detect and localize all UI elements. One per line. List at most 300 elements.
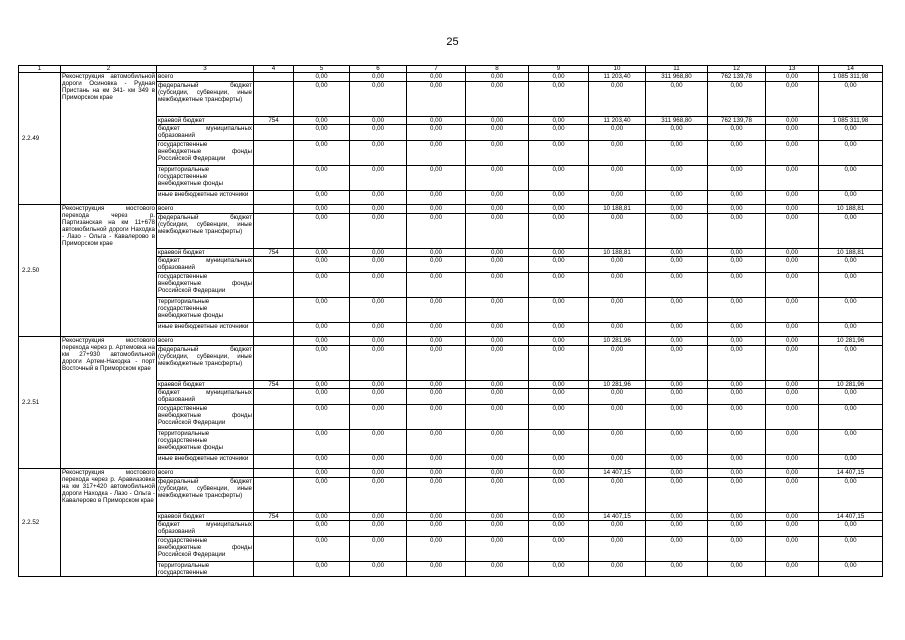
grbs-code bbox=[254, 73, 294, 82]
amount-cell: 0,00 bbox=[466, 478, 529, 513]
amount-cell: 0,00 bbox=[350, 405, 407, 430]
amount-cell: 0,00 bbox=[766, 562, 819, 577]
amount-cell: 0,00 bbox=[466, 469, 529, 478]
amount-cell: 0,00 bbox=[407, 191, 466, 205]
amount-cell: 0,00 bbox=[407, 205, 466, 214]
amount-cell: 0,00 bbox=[708, 205, 766, 214]
amount-cell: 0,00 bbox=[529, 117, 589, 125]
amount-cell: 0,00 bbox=[766, 166, 819, 191]
amount-cell: 0,00 bbox=[350, 521, 407, 537]
amount-cell: 0,00 bbox=[708, 478, 766, 513]
amount-cell: 0,00 bbox=[819, 537, 883, 562]
amount-cell: 0,00 bbox=[646, 513, 708, 521]
amount-cell: 0,00 bbox=[466, 214, 529, 249]
funding-source: бюджет муниципальных образований bbox=[158, 521, 252, 535]
column-header: 9 bbox=[529, 66, 589, 73]
amount-cell: 0,00 bbox=[708, 82, 766, 117]
amount-cell: 0,00 bbox=[646, 455, 708, 469]
funding-source: бюджет муниципальных образований bbox=[158, 389, 252, 403]
amount-cell: 0,00 bbox=[350, 455, 407, 469]
amount-cell: 0,00 bbox=[708, 273, 766, 298]
grbs-code bbox=[254, 469, 294, 478]
amount-cell: 0,00 bbox=[589, 273, 646, 298]
amount-cell: 0,00 bbox=[529, 82, 589, 117]
amount-cell: 762 139,78 bbox=[708, 73, 766, 82]
amount-cell: 0,00 bbox=[466, 257, 529, 273]
amount-cell: 0,00 bbox=[766, 469, 819, 478]
amount-cell: 0,00 bbox=[589, 455, 646, 469]
amount-cell: 0,00 bbox=[708, 430, 766, 455]
funding-source: государственные внебюджетные фонды Российской Федерации bbox=[157, 141, 254, 166]
amount-cell: 0,00 bbox=[708, 214, 766, 249]
funding-source: территориальные государственные внебюджетные фонды bbox=[157, 430, 254, 455]
amount-cell: 0,00 bbox=[589, 257, 646, 273]
amount-cell: 0,00 bbox=[466, 521, 529, 537]
table-body bbox=[19, 73, 883, 577]
amount-cell: 0,00 bbox=[407, 537, 466, 562]
grbs-code bbox=[254, 405, 294, 430]
amount-cell: 0,00 bbox=[766, 430, 819, 455]
amount-cell: 0,00 bbox=[708, 191, 766, 205]
grbs-code: 754 bbox=[254, 249, 294, 257]
amount-cell: 0,00 bbox=[407, 141, 466, 166]
column-header: 3 bbox=[157, 66, 254, 73]
amount-cell: 0,00 bbox=[589, 478, 646, 513]
amount-cell: 0,00 bbox=[766, 273, 819, 298]
amount-cell: 0,00 bbox=[646, 166, 708, 191]
amount-cell: 0,00 bbox=[529, 141, 589, 166]
amount-cell: 0,00 bbox=[407, 166, 466, 191]
amount-cell: 0,00 bbox=[294, 117, 350, 125]
amount-cell: 0,00 bbox=[589, 430, 646, 455]
amount-cell: 0,00 bbox=[819, 214, 883, 249]
amount-cell: 0,00 bbox=[466, 455, 529, 469]
amount-cell: 0,00 bbox=[350, 191, 407, 205]
amount-cell: 0,00 bbox=[766, 521, 819, 537]
column-header: 5 bbox=[294, 66, 350, 73]
amount-cell: 11 203,40 bbox=[589, 73, 646, 82]
project-name: Реконструкция мостового перехода через р. Аравиазовка на км 317+420 автомобильной дороги Находка - Лазо - Ольга - Кавалерово в Приморском крае bbox=[61, 469, 157, 577]
amount-cell: 0,00 bbox=[407, 82, 466, 117]
funding-source: краевой бюджет bbox=[157, 513, 254, 521]
amount-cell: 0,00 bbox=[529, 73, 589, 82]
amount-cell: 0,00 bbox=[466, 141, 529, 166]
amount-cell: 0,00 bbox=[819, 455, 883, 469]
amount-cell: 0,00 bbox=[819, 166, 883, 191]
amount-cell: 0,00 bbox=[350, 478, 407, 513]
amount-cell: 0,00 bbox=[350, 125, 407, 141]
row-code: 2.2.52 bbox=[19, 469, 61, 577]
column-header: 14 bbox=[819, 66, 883, 73]
amount-cell: 0,00 bbox=[294, 521, 350, 537]
amount-cell: 0,00 bbox=[350, 273, 407, 298]
amount-cell: 0,00 bbox=[766, 191, 819, 205]
amount-cell: 0,00 bbox=[466, 337, 529, 346]
amount-cell: 0,00 bbox=[466, 323, 529, 337]
amount-cell: 0,00 bbox=[766, 214, 819, 249]
amount-cell: 0,00 bbox=[350, 537, 407, 562]
amount-cell: 0,00 bbox=[350, 82, 407, 117]
amount-cell: 0,00 bbox=[766, 141, 819, 166]
amount-cell: 0,00 bbox=[589, 141, 646, 166]
amount-cell: 0,00 bbox=[529, 273, 589, 298]
amount-cell: 0,00 bbox=[529, 191, 589, 205]
amount-cell: 0,00 bbox=[708, 455, 766, 469]
amount-cell: 0,00 bbox=[407, 521, 466, 537]
amount-cell: 0,00 bbox=[646, 469, 708, 478]
amount-cell: 14 407,15 bbox=[819, 513, 883, 521]
amount-cell: 0,00 bbox=[466, 381, 529, 389]
amount-cell: 0,00 bbox=[466, 82, 529, 117]
amount-cell: 0,00 bbox=[407, 381, 466, 389]
grbs-code bbox=[254, 205, 294, 214]
amount-cell: 0,00 bbox=[350, 249, 407, 257]
amount-cell: 0,00 bbox=[589, 389, 646, 405]
amount-cell: 0,00 bbox=[294, 381, 350, 389]
row-code: 2.2.50 bbox=[19, 205, 61, 337]
grbs-code bbox=[254, 82, 294, 117]
funding-source: территориальные государственные внебюджетные фонды bbox=[157, 166, 254, 191]
amount-cell: 0,00 bbox=[589, 125, 646, 141]
amount-cell: 0,00 bbox=[646, 381, 708, 389]
amount-cell: 311 968,80 bbox=[646, 73, 708, 82]
column-header: 8 bbox=[466, 66, 529, 73]
grbs-code: 754 bbox=[254, 117, 294, 125]
page-number: 25 bbox=[446, 36, 459, 48]
funding-source: краевой бюджет bbox=[157, 381, 254, 389]
amount-cell: 0,00 bbox=[407, 346, 466, 381]
amount-cell: 0,00 bbox=[466, 513, 529, 521]
amount-cell: 0,00 bbox=[529, 214, 589, 249]
amount-cell: 0,00 bbox=[708, 323, 766, 337]
funding-source: федеральный бюджет (субсидии, субвенции, иные межбюджетные трансферты) bbox=[157, 82, 254, 117]
amount-cell: 0,00 bbox=[350, 166, 407, 191]
amount-cell: 0,00 bbox=[589, 323, 646, 337]
amount-cell: 0,00 bbox=[466, 205, 529, 214]
amount-cell: 0,00 bbox=[708, 249, 766, 257]
amount-cell: 10 281,96 bbox=[589, 337, 646, 346]
amount-cell: 0,00 bbox=[819, 191, 883, 205]
amount-cell: 0,00 bbox=[819, 82, 883, 117]
amount-cell: 0,00 bbox=[466, 166, 529, 191]
amount-cell: 0,00 bbox=[350, 117, 407, 125]
amount-cell: 0,00 bbox=[350, 513, 407, 521]
amount-cell: 0,00 bbox=[708, 513, 766, 521]
amount-cell: 0,00 bbox=[294, 298, 350, 323]
amount-cell: 10 188,81 bbox=[819, 249, 883, 257]
amount-cell: 0,00 bbox=[529, 346, 589, 381]
amount-cell: 0,00 bbox=[646, 405, 708, 430]
amount-cell: 0,00 bbox=[819, 430, 883, 455]
amount-cell: 0,00 bbox=[350, 298, 407, 323]
amount-cell: 0,00 bbox=[646, 478, 708, 513]
amount-cell: 0,00 bbox=[646, 298, 708, 323]
funding-source: территориальные государственные внебюджетные фонды bbox=[157, 298, 254, 323]
amount-cell: 0,00 bbox=[294, 455, 350, 469]
amount-cell: 0,00 bbox=[350, 141, 407, 166]
amount-cell: 0,00 bbox=[407, 273, 466, 298]
amount-cell: 0,00 bbox=[350, 323, 407, 337]
amount-cell: 0,00 bbox=[407, 430, 466, 455]
amount-cell: 0,00 bbox=[466, 430, 529, 455]
grbs-code bbox=[254, 191, 294, 205]
amount-cell: 0,00 bbox=[708, 337, 766, 346]
project-name: Реконструкция автомобильной дороги Осиновка - Рудная Пристань на км 341- км 349 в Приморском крае bbox=[61, 73, 157, 205]
funding-source: территориальные государственные bbox=[157, 562, 254, 577]
amount-cell: 0,00 bbox=[766, 257, 819, 273]
funding-source: государственные внебюджетные фонды Российской Федерации bbox=[157, 537, 254, 562]
funding-source: иные внебюджетные источники bbox=[157, 455, 254, 469]
column-header: 6 bbox=[350, 66, 407, 73]
amount-cell: 0,00 bbox=[294, 513, 350, 521]
table-row bbox=[19, 205, 883, 214]
grbs-code bbox=[254, 273, 294, 298]
amount-cell: 1 085 311,98 bbox=[819, 117, 883, 125]
grbs-code bbox=[254, 430, 294, 455]
amount-cell: 311 968,80 bbox=[646, 117, 708, 125]
amount-cell: 0,00 bbox=[529, 298, 589, 323]
amount-cell: 10 281,96 bbox=[819, 381, 883, 389]
amount-cell: 0,00 bbox=[529, 521, 589, 537]
amount-cell: 0,00 bbox=[766, 249, 819, 257]
grbs-code bbox=[254, 537, 294, 562]
amount-cell: 0,00 bbox=[466, 73, 529, 82]
funding-source: всего bbox=[157, 73, 254, 82]
amount-cell: 0,00 bbox=[766, 125, 819, 141]
grbs-code bbox=[254, 562, 294, 577]
amount-cell: 0,00 bbox=[646, 346, 708, 381]
amount-cell: 0,00 bbox=[529, 469, 589, 478]
amount-cell: 0,00 bbox=[350, 469, 407, 478]
grbs-code bbox=[254, 389, 294, 405]
amount-cell: 0,00 bbox=[708, 389, 766, 405]
grbs-code bbox=[254, 166, 294, 191]
amount-cell: 0,00 bbox=[466, 249, 529, 257]
amount-cell: 0,00 bbox=[708, 298, 766, 323]
amount-cell: 0,00 bbox=[529, 166, 589, 191]
amount-cell: 0,00 bbox=[350, 346, 407, 381]
amount-cell: 0,00 bbox=[589, 521, 646, 537]
amount-cell: 0,00 bbox=[466, 117, 529, 125]
amount-cell: 0,00 bbox=[294, 323, 350, 337]
amount-cell: 0,00 bbox=[294, 273, 350, 298]
amount-cell: 0,00 bbox=[529, 249, 589, 257]
table-row bbox=[19, 73, 883, 82]
amount-cell: 0,00 bbox=[294, 430, 350, 455]
amount-cell: 0,00 bbox=[407, 405, 466, 430]
amount-cell: 10 188,81 bbox=[589, 249, 646, 257]
amount-cell: 0,00 bbox=[589, 214, 646, 249]
amount-cell: 0,00 bbox=[819, 478, 883, 513]
amount-cell: 0,00 bbox=[466, 537, 529, 562]
table-row bbox=[19, 469, 883, 478]
amount-cell: 0,00 bbox=[766, 381, 819, 389]
amount-cell: 0,00 bbox=[466, 562, 529, 577]
funding-source: государственные внебюджетные фонды Российской Федерации bbox=[157, 405, 254, 430]
amount-cell: 0,00 bbox=[646, 205, 708, 214]
amount-cell: 0,00 bbox=[350, 205, 407, 214]
amount-cell: 0,00 bbox=[646, 537, 708, 562]
amount-cell: 0,00 bbox=[294, 166, 350, 191]
amount-cell: 0,00 bbox=[407, 455, 466, 469]
amount-cell: 0,00 bbox=[294, 73, 350, 82]
column-header: 12 bbox=[708, 66, 766, 73]
amount-cell: 0,00 bbox=[294, 257, 350, 273]
amount-cell: 0,00 bbox=[646, 249, 708, 257]
grbs-code bbox=[254, 346, 294, 381]
amount-cell: 10 188,81 bbox=[589, 205, 646, 214]
amount-cell: 0,00 bbox=[766, 337, 819, 346]
grbs-code bbox=[254, 323, 294, 337]
amount-cell: 11 203,40 bbox=[589, 117, 646, 125]
amount-cell: 0,00 bbox=[407, 478, 466, 513]
funding-source: всего bbox=[157, 469, 254, 478]
amount-cell: 0,00 bbox=[766, 323, 819, 337]
amount-cell: 0,00 bbox=[294, 214, 350, 249]
column-header: 2 bbox=[61, 66, 157, 73]
amount-cell: 0,00 bbox=[646, 430, 708, 455]
amount-cell: 0,00 bbox=[646, 562, 708, 577]
amount-cell: 1 085 311,98 bbox=[819, 73, 883, 82]
grbs-code bbox=[254, 257, 294, 273]
amount-cell: 0,00 bbox=[407, 298, 466, 323]
amount-cell: 0,00 bbox=[708, 405, 766, 430]
amount-cell: 10 281,96 bbox=[819, 337, 883, 346]
column-header: 13 bbox=[766, 66, 819, 73]
amount-cell: 0,00 bbox=[294, 537, 350, 562]
amount-cell: 0,00 bbox=[407, 73, 466, 82]
amount-cell: 0,00 bbox=[407, 214, 466, 249]
amount-cell: 0,00 bbox=[529, 513, 589, 521]
amount-cell: 0,00 bbox=[407, 513, 466, 521]
amount-cell: 0,00 bbox=[529, 257, 589, 273]
amount-cell: 0,00 bbox=[708, 141, 766, 166]
column-header: 11 bbox=[646, 66, 708, 73]
amount-cell: 0,00 bbox=[466, 191, 529, 205]
amount-cell: 0,00 bbox=[819, 125, 883, 141]
amount-cell: 0,00 bbox=[407, 257, 466, 273]
amount-cell: 0,00 bbox=[529, 205, 589, 214]
amount-cell: 0,00 bbox=[589, 346, 646, 381]
amount-cell: 0,00 bbox=[529, 455, 589, 469]
amount-cell: 0,00 bbox=[350, 389, 407, 405]
funding-source: федеральный бюджет (субсидии, субвенции, иные межбюджетные трансферты) bbox=[157, 346, 254, 381]
amount-cell: 0,00 bbox=[589, 166, 646, 191]
project-name: Реконструкция мостового перехода через р. Партизанская на км 11+678 автомобильной дороги Находка - Лазо - Ольга - Кавалерово в Приморском крае bbox=[61, 205, 157, 337]
amount-cell: 0,00 bbox=[819, 405, 883, 430]
amount-cell: 0,00 bbox=[766, 117, 819, 125]
amount-cell: 0,00 bbox=[646, 125, 708, 141]
amount-cell: 0,00 bbox=[646, 214, 708, 249]
column-header: 10 bbox=[589, 66, 646, 73]
amount-cell: 0,00 bbox=[294, 249, 350, 257]
amount-cell: 0,00 bbox=[819, 298, 883, 323]
amount-cell: 0,00 bbox=[766, 478, 819, 513]
amount-cell: 0,00 bbox=[350, 430, 407, 455]
amount-cell: 0,00 bbox=[350, 214, 407, 249]
amount-cell: 0,00 bbox=[766, 82, 819, 117]
amount-cell: 0,00 bbox=[766, 405, 819, 430]
amount-cell: 0,00 bbox=[708, 521, 766, 537]
amount-cell: 0,00 bbox=[350, 257, 407, 273]
grbs-code bbox=[254, 125, 294, 141]
budget-table bbox=[18, 65, 883, 577]
amount-cell: 0,00 bbox=[766, 389, 819, 405]
amount-cell: 0,00 bbox=[819, 346, 883, 381]
amount-cell: 10 188,81 bbox=[819, 205, 883, 214]
amount-cell: 10 281,96 bbox=[589, 381, 646, 389]
row-code: 2.2.51 bbox=[19, 337, 61, 469]
amount-cell: 0,00 bbox=[766, 537, 819, 562]
amount-cell: 0,00 bbox=[294, 205, 350, 214]
funding-source: бюджет муниципальных образований bbox=[158, 257, 252, 271]
funding-source: краевой бюджет bbox=[157, 117, 254, 125]
amount-cell: 0,00 bbox=[350, 562, 407, 577]
funding-source: бюджет муниципальных образований bbox=[158, 125, 252, 139]
amount-cell: 0,00 bbox=[708, 469, 766, 478]
amount-cell: 0,00 bbox=[466, 389, 529, 405]
amount-cell: 0,00 bbox=[708, 125, 766, 141]
column-header: 1 bbox=[19, 66, 61, 73]
table-row bbox=[19, 337, 883, 346]
amount-cell: 0,00 bbox=[708, 381, 766, 389]
funding-source: федеральный бюджет (субсидии, субвенции, иные межбюджетные трансферты) bbox=[157, 214, 254, 249]
amount-cell: 0,00 bbox=[529, 381, 589, 389]
amount-cell: 0,00 bbox=[294, 141, 350, 166]
amount-cell: 0,00 bbox=[766, 205, 819, 214]
amount-cell: 0,00 bbox=[529, 337, 589, 346]
amount-cell: 762 139,78 bbox=[708, 117, 766, 125]
amount-cell: 0,00 bbox=[819, 323, 883, 337]
funding-source: иные внебюджетные источники bbox=[157, 191, 254, 205]
amount-cell: 0,00 bbox=[589, 191, 646, 205]
amount-cell: 0,00 bbox=[589, 298, 646, 323]
grbs-code bbox=[254, 298, 294, 323]
amount-cell: 0,00 bbox=[646, 141, 708, 166]
grbs-code: 754 bbox=[254, 381, 294, 389]
amount-cell: 0,00 bbox=[766, 513, 819, 521]
grbs-code bbox=[254, 455, 294, 469]
amount-cell: 0,00 bbox=[529, 430, 589, 455]
grbs-code bbox=[254, 521, 294, 537]
funding-source: иные внебюджетные источники bbox=[157, 323, 254, 337]
amount-cell: 0,00 bbox=[708, 346, 766, 381]
amount-cell: 0,00 bbox=[466, 273, 529, 298]
amount-cell: 0,00 bbox=[350, 73, 407, 82]
row-code: 2.2.49 bbox=[19, 73, 61, 205]
amount-cell: 0,00 bbox=[407, 469, 466, 478]
amount-cell: 0,00 bbox=[407, 117, 466, 125]
header-row bbox=[19, 66, 883, 73]
amount-cell: 0,00 bbox=[407, 562, 466, 577]
amount-cell: 0,00 bbox=[766, 346, 819, 381]
funding-source: государственные внебюджетные фонды Российской Федерации bbox=[157, 273, 254, 298]
amount-cell: 0,00 bbox=[407, 249, 466, 257]
amount-cell: 0,00 bbox=[466, 346, 529, 381]
funding-source: всего bbox=[157, 205, 254, 214]
amount-cell: 0,00 bbox=[819, 389, 883, 405]
amount-cell: 0,00 bbox=[589, 405, 646, 430]
amount-cell: 0,00 bbox=[646, 273, 708, 298]
amount-cell: 0,00 bbox=[294, 82, 350, 117]
grbs-code bbox=[254, 141, 294, 166]
amount-cell: 0,00 bbox=[294, 191, 350, 205]
amount-cell: 0,00 bbox=[646, 389, 708, 405]
funding-source: федеральный бюджет (субсидии, субвенции, иные межбюджетные трансферты) bbox=[157, 478, 254, 513]
amount-cell: 0,00 bbox=[766, 73, 819, 82]
amount-cell: 0,00 bbox=[407, 323, 466, 337]
funding-source: всего bbox=[157, 337, 254, 346]
